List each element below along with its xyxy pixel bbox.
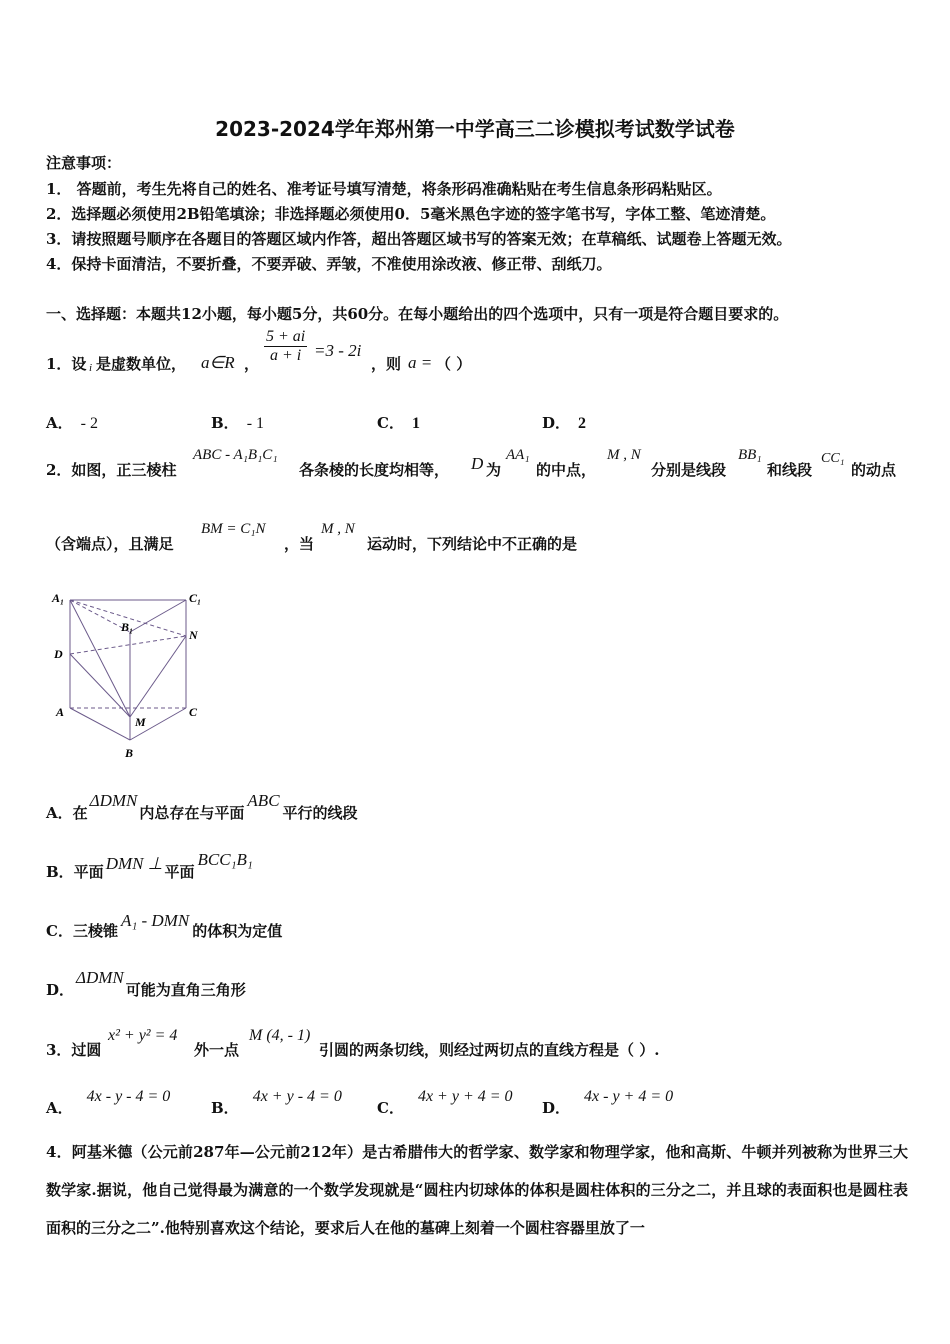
q2-option-d-label: D． xyxy=(46,981,75,999)
q1-text-2: 是虚数单位， xyxy=(96,355,187,373)
q3-option-b[interactable] xyxy=(211,1088,342,1118)
q2-option-b-math2: BCC₁B₁ xyxy=(197,850,253,869)
q1-option-a[interactable] xyxy=(46,412,98,433)
q3-option-a-value: 4x - y - 4 = 0 xyxy=(86,1088,171,1105)
q1-ask: a = xyxy=(408,353,433,372)
question-4: 4．阿基米德（公元前287年—公元前212年）是古希腊伟大的哲学家、数学家和物理学家，他和高斯、牛顿并列被称为世界三大数学家.据说，他自己觉得最为满意的一个数学发现就是“圆柱内切球体的体积是圆柱体积的三分之二，并且球的表面积也是圆柱表面积的三分之二”.他特别喜欢这个结论，要求后人在他的墓碑上刻着一个圆柱容器里放了一 xyxy=(46,1143,908,1237)
q2-prism: ABC - A₁B₁C₁ xyxy=(193,447,278,463)
q2-segment-cc1: CC₁ xyxy=(821,451,845,466)
q1-text-1: 1．设 xyxy=(46,355,87,373)
q2-option-c-label: C．三棱锥 xyxy=(46,922,118,940)
q2-text-10: 运动时，下列结论中不正确的是 xyxy=(367,535,578,553)
page-title: 2023-2024学年郑州第一中学高三二诊模拟考试数学试卷 xyxy=(215,117,735,141)
section-1-heading: 一、选择题：本题共12小题，每小题5分，共60分。在每小题给出的四个选项中，只有一项是符合题目要求的。 xyxy=(46,305,789,323)
q2-point-d: D xyxy=(471,454,484,473)
notice-heading: 注意事项： xyxy=(46,154,122,172)
segment-d-n xyxy=(70,636,186,654)
q1-option-b[interactable] xyxy=(211,412,264,433)
q2-segment-bb1: BB₁ xyxy=(738,447,762,463)
label-a: A xyxy=(56,705,65,719)
q2-option-d[interactable] xyxy=(46,968,246,1000)
q3-option-d-value: 4x - y + 4 = 0 xyxy=(584,1088,674,1105)
q1-option-c-label: C． xyxy=(377,414,404,432)
q2-option-a-text2: 平行的线段 xyxy=(282,804,358,822)
q1-option-d-label: D． xyxy=(542,414,571,432)
notice-item-3: 3．请按照题号顺序在各题目的答题区域内作答，超出答题区域书写的答案无效；在草稿纸、试题卷上答题无效。 xyxy=(46,230,792,248)
q3-option-d-label: D． xyxy=(542,1099,571,1117)
q2-text-7: 的动点 xyxy=(851,461,897,479)
q2-text-5: 分别是线段 xyxy=(651,461,727,479)
q1-condition: a∈R xyxy=(201,353,235,372)
label-b: B xyxy=(125,746,134,760)
q1-option-c-value: 1 xyxy=(411,415,420,432)
q1-paren: （ ） xyxy=(436,355,472,373)
label-a1: A₁ xyxy=(52,591,65,605)
q2-segment-aa1: AA₁ xyxy=(506,447,530,463)
segment-m-n xyxy=(130,636,186,717)
q3-option-b-value: 4x + y - 4 = 0 xyxy=(252,1088,342,1105)
q1-text-3: ， xyxy=(244,355,260,373)
q3-point: M (4, - 1) xyxy=(249,1027,311,1044)
q3-circle: x² + y² = 4 xyxy=(108,1027,178,1044)
q2-text-2: 各条棱的长度均相等， xyxy=(299,461,450,479)
q2-text-1: 2．如图，正三棱柱 xyxy=(46,461,177,479)
label-m: M xyxy=(135,715,146,729)
q1-option-d-value: 2 xyxy=(578,415,587,432)
q1-option-b-value: - 1 xyxy=(246,415,265,432)
q2-option-b[interactable] xyxy=(46,850,256,882)
q2-text-9: ，当 xyxy=(284,535,315,553)
notice-item-2: 2．选择题必须使用2B铅笔填涂；非选择题必须使用0．5毫米黑色字迹的签字笔书写，字体工整、笔迹清楚。 xyxy=(46,205,776,223)
q2-option-a-math2: ABC xyxy=(247,791,280,810)
q1-denominator: a + i xyxy=(270,347,302,364)
label-c: C xyxy=(189,705,198,719)
q3-option-c-value: 4x + y + 4 = 0 xyxy=(417,1088,513,1105)
q2-option-c-text: 的体积为定值 xyxy=(192,922,283,940)
q3-option-d[interactable] xyxy=(542,1088,674,1118)
q1-rhs: =3 - 2i xyxy=(314,341,362,360)
q2-option-c[interactable] xyxy=(46,911,283,941)
q2-option-d-text: 可能为直角三角形 xyxy=(125,981,246,999)
q1-option-d[interactable] xyxy=(542,412,586,433)
q3-text-3: 引圆的两条切线，则经过两切点的直线方程是（ ）. xyxy=(319,1041,660,1059)
q3-option-c[interactable] xyxy=(377,1088,513,1118)
q2-option-b-math: DMN ⊥ xyxy=(105,854,163,873)
notice-item-4: 4．保持卡面清洁，不要折叠，不要弄破、弄皱，不准使用涂改液、修正带、刮纸刀。 xyxy=(46,255,612,273)
q1-text-4: ，则 xyxy=(371,355,402,373)
q1-option-b-label: B． xyxy=(211,414,239,432)
q1-fraction xyxy=(264,328,307,365)
q2-option-d-math: ΔDMN xyxy=(76,968,124,987)
q1-option-c[interactable] xyxy=(377,412,420,433)
q3-text-2: 外一点 xyxy=(194,1041,240,1059)
q2-text-6: 和线段 xyxy=(767,461,813,479)
q3-option-c-label: C． xyxy=(377,1099,404,1117)
q2-condition: BM = C₁N xyxy=(201,521,266,537)
q2-option-a-text: 内总存在与平面 xyxy=(139,804,245,822)
q1-option-a-value: - 2 xyxy=(80,415,98,432)
q3-option-a[interactable] xyxy=(46,1088,171,1118)
q2-option-a[interactable] xyxy=(46,791,358,823)
q2-prism-figure xyxy=(44,585,214,765)
q3-option-b-label: B． xyxy=(211,1099,239,1117)
notice-item-1: 1． 答题前，考生先将自己的姓名、准考证号填写清楚，将条形码准确粘贴在考生信息条形码粘贴区。 xyxy=(46,180,722,198)
q2-option-a-label: A．在 xyxy=(46,804,88,822)
label-d: D xyxy=(54,647,63,661)
q2-text-8: （含端点），且满足 xyxy=(46,535,174,553)
q2-points-mn: M , N xyxy=(607,447,641,463)
label-c1: C₁ xyxy=(189,591,202,605)
edge-a-b xyxy=(70,708,130,740)
q2-text-3: 为 xyxy=(486,461,502,479)
label-b1: B₁ xyxy=(121,620,134,634)
q3-option-a-label: A． xyxy=(46,1099,73,1117)
segment-a1-m xyxy=(70,600,130,717)
q2-option-b-label: B．平面 xyxy=(46,863,104,881)
q2-option-b-text: 平面 xyxy=(164,863,195,881)
q1-numerator: 5 + ai xyxy=(266,328,306,345)
q1-option-a-label: A． xyxy=(46,414,73,432)
q1-imag-unit: i xyxy=(89,362,93,374)
q3-text-1: 3．过圆 xyxy=(46,1041,102,1059)
q2-points-mn-2: M , N xyxy=(321,521,355,537)
q2-option-c-math: A₁ - DMN xyxy=(120,911,190,930)
q2-text-4: 的中点， xyxy=(536,461,597,479)
q2-option-a-math: ΔDMN xyxy=(89,791,138,810)
label-n: N xyxy=(189,628,198,642)
